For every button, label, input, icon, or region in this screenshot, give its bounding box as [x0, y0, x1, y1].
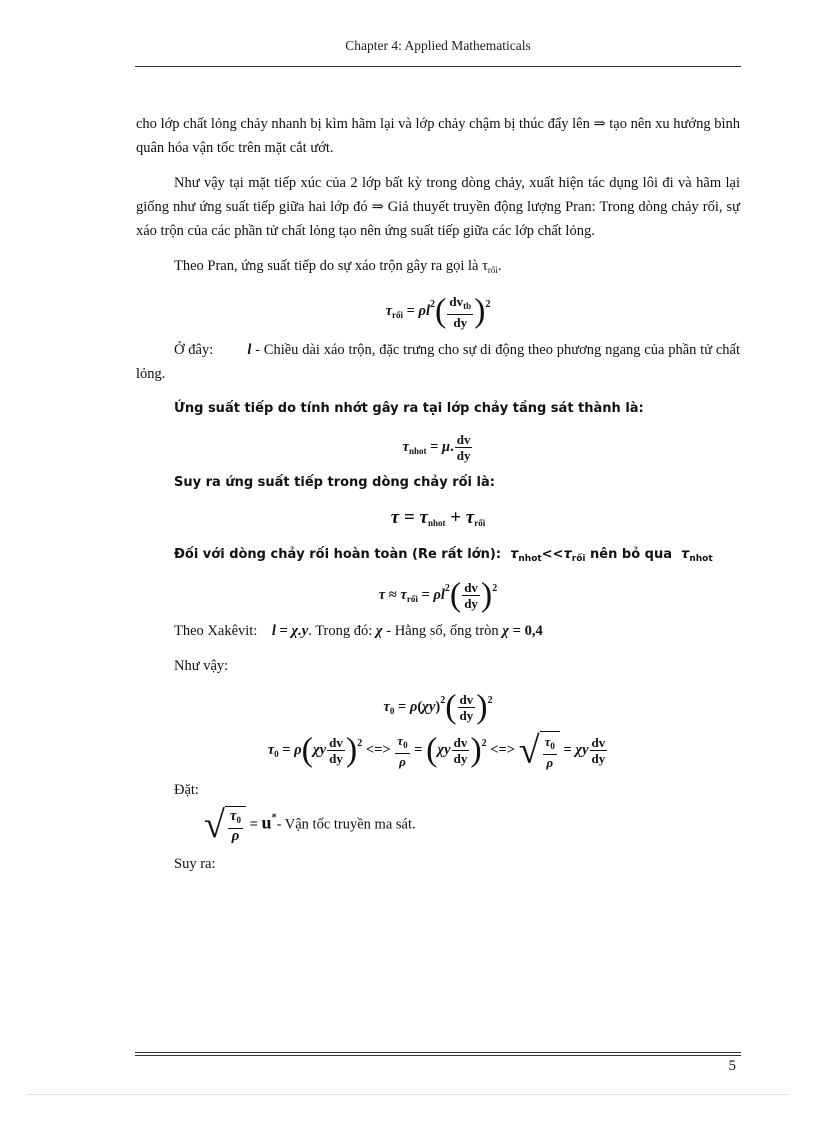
paragraph-10: Đặt:	[174, 782, 199, 799]
paragraph-4: Ở đây: l - Chiều dài xáo trộn, đặc trưng cho sự di động theo phương ngang của phần tử chất lỏng.	[136, 341, 741, 382]
paragraph-2: Như vậy tại mặt tiếp xúc của 2 lớp bất kỳ trong dòng chảy, xuất hiện tác dụng lôi đi và hãm lại giống như ứng suất tiếp giữa hai lớp đó ⇒ Giả thuyết truyền động lượng Pran: Trong dòng chảy rối, sự xáo trộn của các phần tử chất lỏng tạo nên ứng suất tiếp giữa các lớp chất lỏng.	[136, 175, 740, 239]
paragraph-5: Ứng suất tiếp do tính nhớt gây ra tại lớp chảy tầng sát thành là:	[174, 400, 644, 416]
equation-tau0: $\tau_0 = \rho(\chi y)^2$( $\frac{dv}{dy}$ )$^2$	[383, 688, 493, 726]
paragraph-8: Theo Xakêvit: l = χ.y. Trong đó: χ - Hằng số, ống tròn χ = 0,4	[174, 622, 543, 639]
footer-rule	[135, 1052, 741, 1053]
paragraph-7: Đối với dòng chảy rối hoàn toàn (Re rất lớn): $\tau_{nhot}<<\tau_{rối}$ nên bỏ qua $\tau_{nhot}$	[174, 546, 713, 564]
equation-ustar: √ $\frac{\tau_0}{\rho}$ = u*- Vận tốc truyền ma sát.	[204, 804, 416, 847]
equation-tau-nhot: $\tau_{nhot} = \mu$. $\frac{dv}{dy}$	[402, 431, 471, 463]
paragraph-1: cho lớp chất lỏng chảy nhanh bị kìm hãm lại và lớp chảy chậm bị thúc đẩy lên ⇒ tạo nên xu hướng bình quân hóa vận tốc trên mặt cắt ướt.	[136, 116, 740, 156]
page-number: 5	[728, 1058, 736, 1074]
equation-tau-sum: $\tau = \tau_{nhot} + \tau_{rối}$	[390, 506, 486, 528]
page-edge-dots	[28, 1094, 788, 1095]
equation-tau-roi: $\tau_{rối} = \rho l^2$( $\frac{dv_{tb}}{dy}$ )$^2$	[385, 292, 491, 330]
header-rule	[135, 66, 741, 67]
page-body	[136, 112, 740, 887]
paragraph-12: Suy ra:	[174, 856, 216, 873]
footer-rule-double	[135, 1055, 741, 1056]
equation-tau-approx: $\tau \approx \tau_{rối} = \rho l^2$( $\frac{dv}{dy}$ )$^2$	[378, 576, 498, 614]
equation-chain: $\tau_0 = \rho(\chi y$ $\frac{dv}{dy}$ )$^2$ <=> $\frac{\tau_0}{\rho}$ = (χy $\frac{dv}{dy}$ )$^2$ <=> √ $\frac{\tau_0}{\rho}$ = χy $\frac{dv}{dy}$	[267, 729, 606, 772]
paragraph-3: Theo Pran, ứng suất tiếp do sự xáo trộn gây ra gọi là $\tau_{rối}$.	[174, 258, 502, 275]
running-header: Chapter 4: Applied Mathematicals	[345, 38, 531, 53]
paragraph-9: Như vậy:	[174, 657, 229, 674]
paragraph-6: Suy ra ứng suất tiếp trong dòng chảy rối là:	[174, 474, 495, 490]
